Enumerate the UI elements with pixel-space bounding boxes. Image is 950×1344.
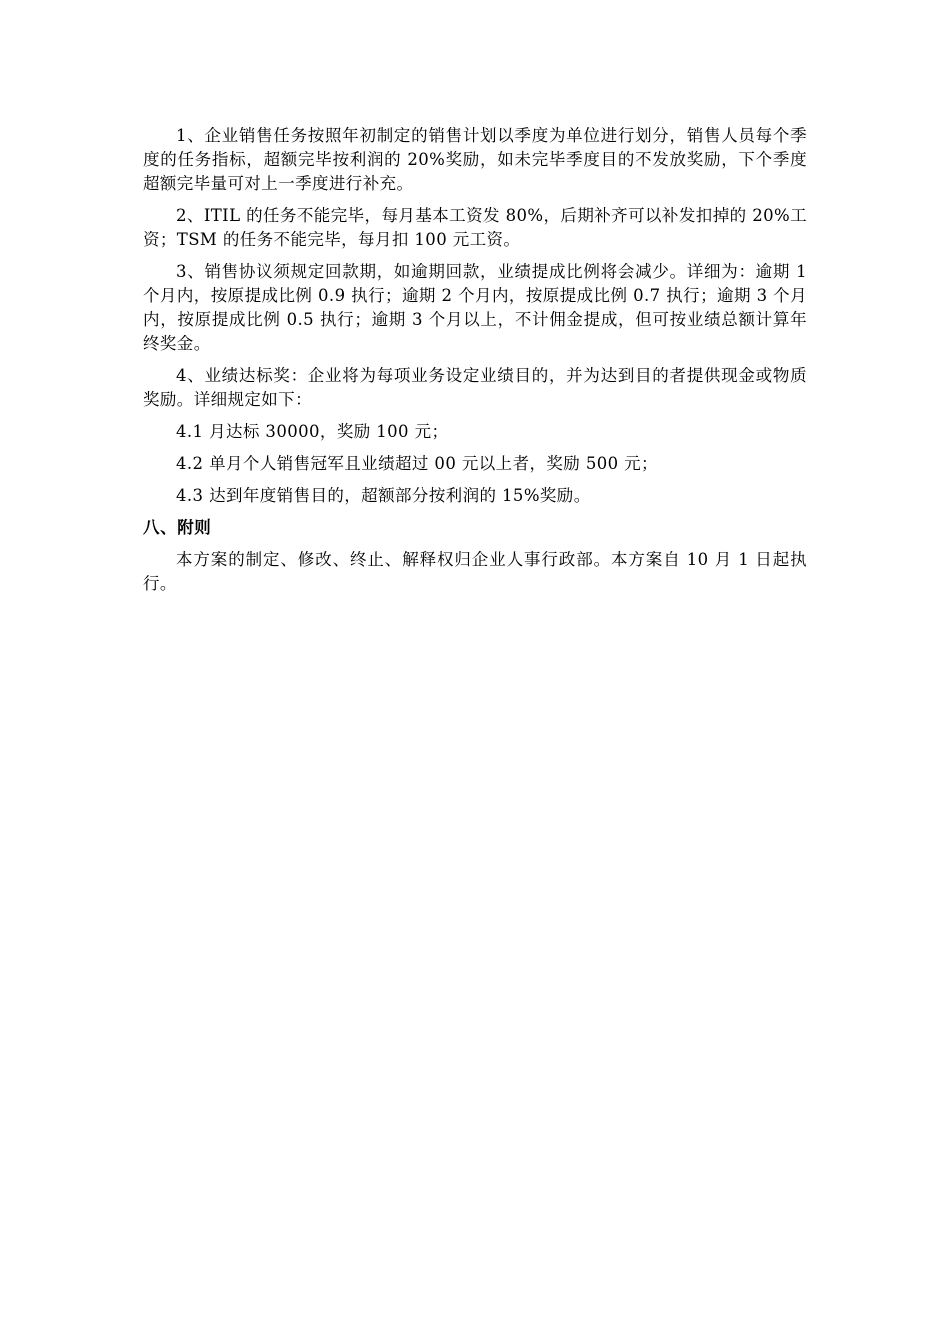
section-heading-supplementary: 八、附则 bbox=[143, 518, 212, 537]
paragraph-award-4-2: 4.2 单月个人销售冠军且业绩超过 00 元以上者，奖励 500 元； bbox=[176, 454, 658, 473]
paragraph-award-4-3: 4.3 达到年度销售目的，超额部分按利润的 15%奖励。 bbox=[176, 486, 591, 505]
paragraph-closing: 本方案的制定、修改、终止、解释权归企业人事行政部。本方案自 10 月 1 日起执行。 bbox=[143, 550, 807, 593]
paragraph-performance-award: 4、业绩达标奖：企业将为每项业务设定业绩目的，并为达到目的者提供现金或物质奖励。详细规定如下： bbox=[143, 366, 807, 409]
document-page bbox=[143, 124, 807, 604]
paragraph-sales-quarterly-task: 1、企业销售任务按照年初制定的销售计划以季度为单位进行划分，销售人员每个季度的任务指标，超额完毕按利润的 20%奖励，如未完毕季度目的不发放奖励，下个季度超额完毕量可对上一季度进行补充。 bbox=[143, 126, 807, 193]
paragraph-award-4-1: 4.1 月达标 30000，奖励 100 元； bbox=[176, 422, 449, 441]
paragraph-itil-tsm-task: 2、ITIL 的任务不能完毕，每月基本工资发 80%，后期补齐可以补发扣掉的 20%工资；TSM 的任务不能完毕，每月扣 100 元工资。 bbox=[143, 206, 807, 249]
paragraph-payment-period: 3、销售协议须规定回款期，如逾期回款，业绩提成比例将会减少。详细为：逾期 1 个月内，按原提成比例 0.9 执行；逾期 2 个月内，按原提成比例 0.7 执行；逾期 3 个月内，按原提成比例 0.5 执行；逾期 3 个月以上，不计佣金提成，但可按业绩总额计算年终奖金。 bbox=[143, 262, 807, 353]
